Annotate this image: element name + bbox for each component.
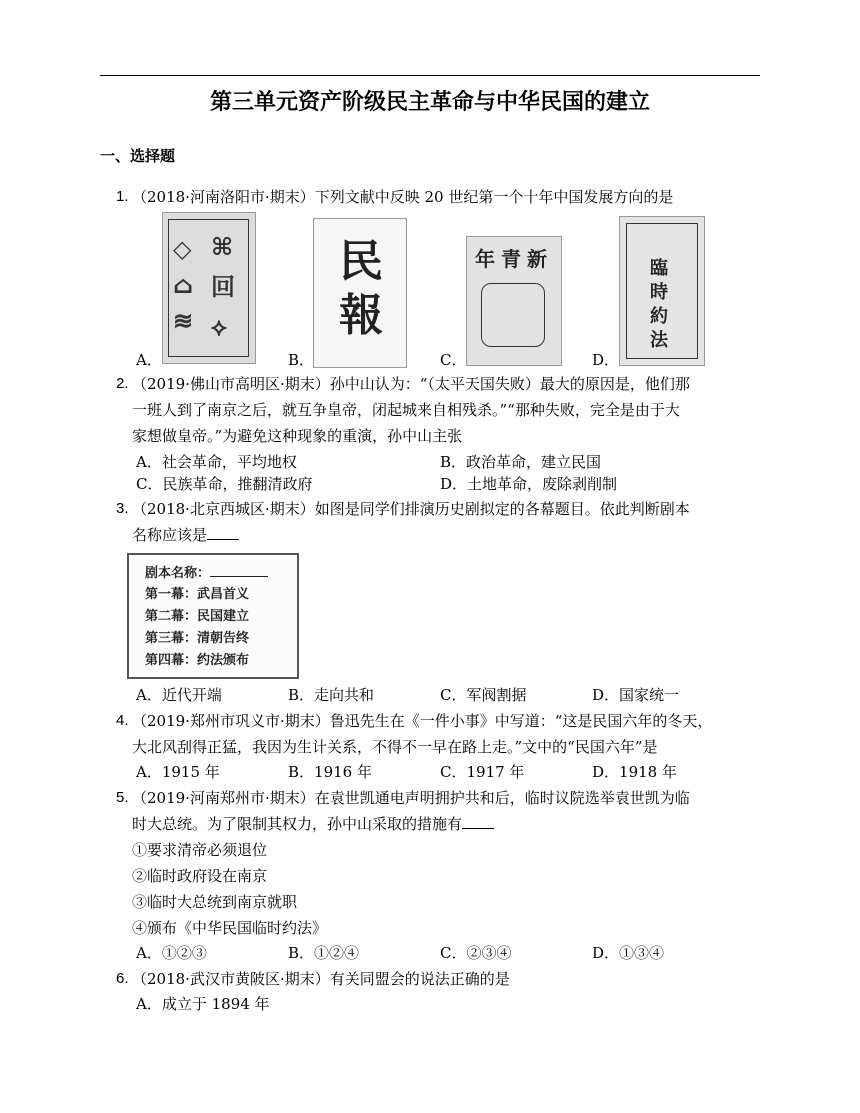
option-a: A．①②③ bbox=[136, 944, 207, 962]
option-b: B．走向共和 bbox=[288, 686, 375, 704]
option-c: C．民族革命，推翻清政府 bbox=[136, 475, 313, 493]
question-line: 大北风刮得正猛，我因为生计关系，不得不一早在路上走。”文中的“民国六年”是 bbox=[132, 738, 658, 756]
question-number: 2. bbox=[116, 375, 129, 392]
option-c: C．②③④ bbox=[440, 944, 512, 962]
question-number: 6. bbox=[116, 970, 129, 987]
document-image-b bbox=[313, 218, 407, 368]
option-d: D．1918 年 bbox=[592, 763, 677, 781]
statement-item: ①要求清帝必须退位 bbox=[132, 841, 268, 859]
play-titles-image bbox=[127, 553, 299, 679]
option-d: D．土地革命，废除剥削制 bbox=[440, 475, 618, 493]
option-c: C．军阀割据 bbox=[440, 686, 527, 704]
question-line: （2018·北京西城区·期末）如图是同学们排演历史剧拟定的各幕题目。依此判断剧本 bbox=[132, 500, 690, 518]
act-4: 第四幕：约法颁布 bbox=[145, 653, 250, 668]
statement-item: ②临时政府设在南京 bbox=[132, 867, 268, 885]
document-image-c bbox=[466, 236, 562, 366]
question-number: 4. bbox=[116, 712, 129, 729]
question-line-text: 时大总统。为了限制其权力，孙中山采取的措施有 bbox=[132, 815, 463, 833]
question-number: 3. bbox=[116, 500, 129, 517]
question-line: （2019·郑州市巩义市·期末）鲁迅先生在《一件小事》中写道：“这是民国六年的冬天， bbox=[132, 712, 713, 730]
option-a: A．成立于 1894 年 bbox=[136, 995, 270, 1013]
act-3: 第三幕：清朝告终 bbox=[145, 631, 250, 646]
document-image-d bbox=[619, 216, 705, 366]
answer-blank bbox=[207, 525, 239, 540]
option-d: D．国家统一 bbox=[592, 686, 680, 704]
play-name-label: 剧本名称： bbox=[145, 566, 211, 581]
question-line: 家想做皇帝。”为避免这种现象的重演，孙中山主张 bbox=[132, 427, 463, 445]
new-youth-title-text: 年青新 bbox=[475, 247, 553, 271]
answer-blank bbox=[462, 814, 494, 829]
option-label-a: A． bbox=[136, 351, 162, 369]
option-label-c: C． bbox=[440, 351, 467, 369]
statement-item: ③临时大总统到南京就职 bbox=[132, 893, 298, 911]
option-d: D．①③④ bbox=[592, 944, 665, 962]
question-number: 1. bbox=[116, 188, 129, 205]
page-title: 第三单元资产阶级民主革命与中华民国的建立 bbox=[209, 90, 650, 115]
play-name-row bbox=[145, 564, 268, 583]
option-c: C．1917 年 bbox=[440, 763, 525, 781]
question-stem: （2018·河南洛阳市·期末）下列文献中反映 20 世纪第一个十年中国发展方向的是 bbox=[132, 188, 674, 206]
option-b: B．政治革命，建立民国 bbox=[440, 453, 602, 471]
seal-script-glyphs-left: ◇ ⌂ ≋ bbox=[173, 234, 194, 335]
question-line: （2019·佛山市高明区·期末）孙中山认为：“（太平天国失败）最大的原因是，他们那 bbox=[132, 375, 690, 393]
option-a: A．1915 年 bbox=[136, 763, 220, 781]
act-1: 第一幕：武昌首义 bbox=[145, 587, 250, 602]
option-a: A．社会革命，平均地权 bbox=[136, 453, 297, 471]
option-b: B．①②④ bbox=[288, 944, 360, 962]
minbao-title-text: 民報 bbox=[339, 236, 383, 341]
seal-script-glyphs-right: ⌘ 回 ⟡ bbox=[211, 232, 235, 341]
question-line: （2019·河南郑州市·期末）在袁世凯通电声明拥护共和后，临时议院选举袁世凯为临 bbox=[132, 789, 690, 807]
provisional-constitution-title-text: 臨時約法 bbox=[650, 258, 668, 351]
question-stem: （2018·武汉市黄陂区·期末）有关同盟会的说法正确的是 bbox=[132, 970, 510, 988]
question-line: 一班人到了南京之后，就互争皇帝，闭起城来自相残杀。”“那种失败，完全是由于大 bbox=[132, 401, 680, 419]
option-a: A．近代开端 bbox=[136, 686, 222, 704]
question-line-text: 名称应该是 bbox=[132, 526, 208, 544]
option-label-d: D． bbox=[592, 351, 620, 369]
play-name-blank bbox=[210, 564, 268, 577]
document-image-a bbox=[162, 212, 256, 364]
option-label-b: B． bbox=[288, 351, 315, 369]
section-heading: 一、选择题 bbox=[100, 147, 176, 165]
option-b: B．1916 年 bbox=[288, 763, 372, 781]
question-line bbox=[132, 525, 239, 545]
question-line bbox=[132, 814, 494, 834]
header-rule bbox=[100, 75, 760, 76]
statement-item: ④颁布《中华民国临时约法》 bbox=[132, 919, 328, 937]
question-number: 5. bbox=[116, 789, 129, 806]
act-2: 第二幕：民国建立 bbox=[145, 609, 250, 624]
